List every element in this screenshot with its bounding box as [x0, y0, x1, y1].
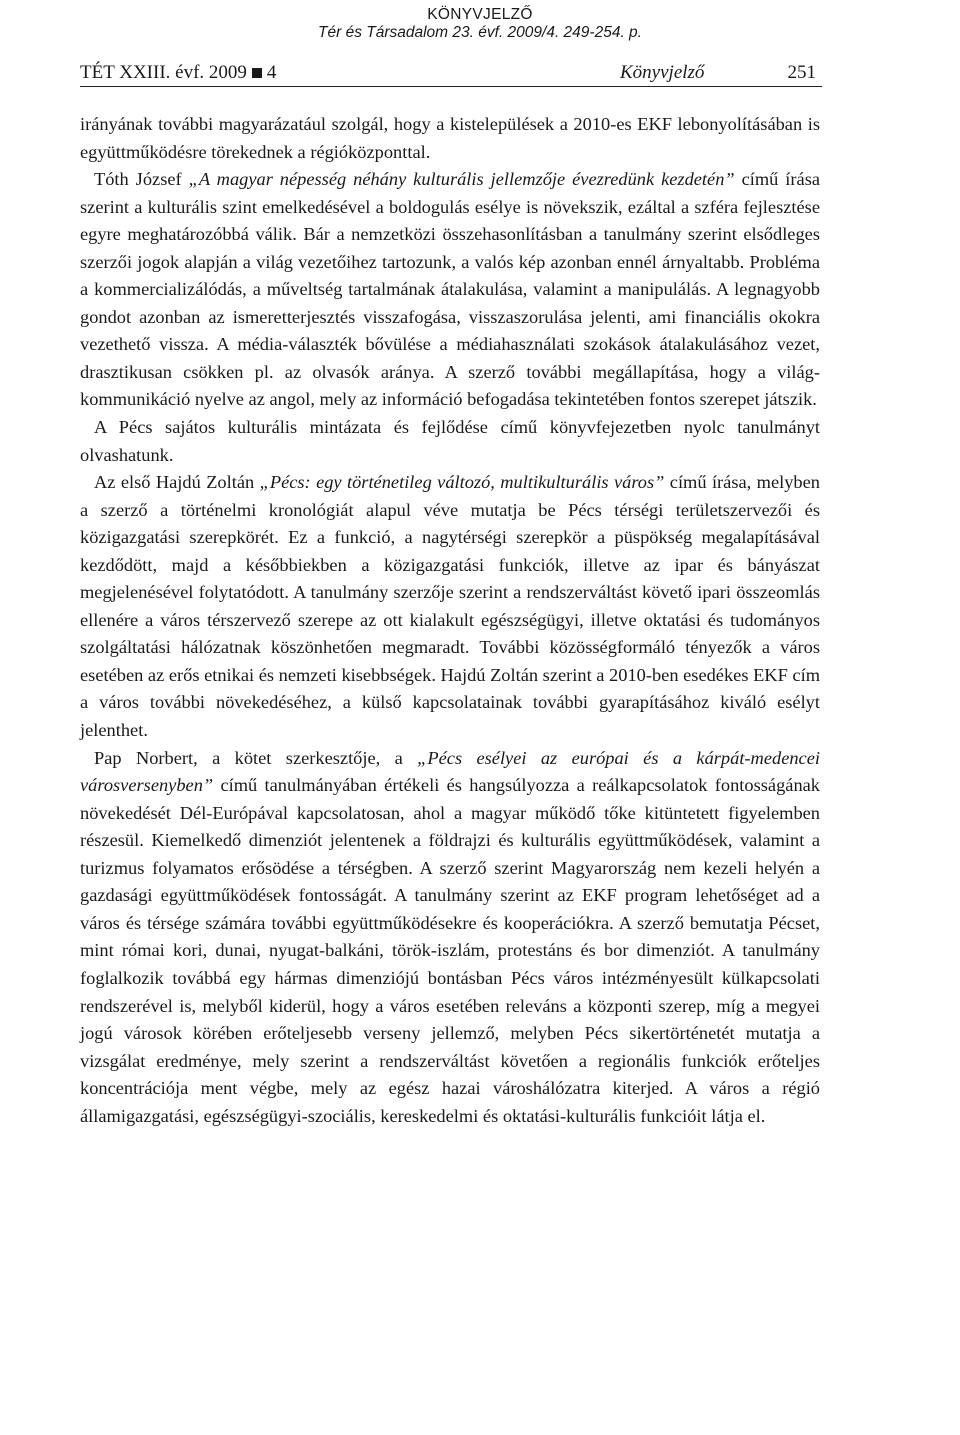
article-body: [80, 111, 820, 1130]
paragraph-continuation: irányának további magyarázatául szolgál, hogy a kistelepülések a 2010-es EKF lebonyolításában is együttműködésre törekednek a régióközponttal.: [80, 114, 820, 162]
paragraph-lead: Pap Norbert, a kötet szerkesztője, a: [94, 747, 418, 768]
paragraph-body: című tanulmányában értékeli és hangsúlyozza a reálkapcsolatok fontosságának növekedését Dél-Európával kapcsolatosan, ahol a magyar működő tőke kitüntetett figyelemben részesül. Kiemelkedő dimenziót jelentenek a földrajzi és kulturális együttműködések, valamint a turizmus folyamatos erősödése a térségben. A szerző szerint Magyarország nem kezeli helyén a gazdasági együttműködések fontosságát. A tanulmány szerint az EKF program lehetőséget ad a város és térsége számára további együttműködésekre és kooperációkra. A szerző bemutatja Pécset, mint római kori, dunai, nyugat-balkáni, török-iszlám, protestáns és bor dimenziót. A tanulmány foglalkozik továbbá egy hármas dimenziójú bontásban Pécs város intézményesült külkapcsolati rendszerével is, melyből kiderül, hogy a város esetében releváns a központi szerep, míg a megyei jogú városok körében erőteljesebb verseny jellemző, melyben Pécs sikertörténetét mutatja a vizsgálat eredménye, mely szerint a rendszerváltást követően a regionális funkciók erőteljes koncentrációja ment végbe, mely az egész hazai városhálózatra kiterjed. A város a régió államigazgatási, egészségügyi-szociális, kereskedelmi és oktatási-kulturális funkcióit látja el.: [80, 775, 820, 1126]
journal-info: [80, 60, 276, 86]
work-title: „Pécs esélyei az európai és a kárpát-medencei városversenyben”: [80, 747, 820, 796]
paragraph-hajdu: [80, 469, 820, 744]
paragraph-body: című írása szerint a kulturális szint emelkedésével a boldogulás esélye is növekszik, ezáltal a szféra fejlesztése egyre meghatározóbbá válik. Bár a nemzetközi összehasonlításban a tanulmány szerint elsődleges szerzői jogok alapján a világ vezetőihez tartozunk, a valós kép azonban ennél árnyaltabb. Probléma a kommercializálódás, a műveltség tartalmának átalakulása, valamint a manipulálás. A legnagyobb gondot azonban az ismeretterjesztés visszafogása, visszaszorulása jelenti, ami financiális okokra vezethető vissza. A média-választék bővülése a médiahasználati szokások átalakulásához vezet, drasztikusan csökken pl. az olvasók aránya. A szerző további megállapítása, hogy a világ-kommunikáció nyelve az angol, mely az információ befogadása tekintetében fontos szerepet játszik.: [80, 169, 821, 410]
paragraph-chapter-intro: A Pécs sajátos kulturális mintázata és fejlődése című könyvfejezetben nyolc tanulmányt olvashatunk.: [80, 417, 820, 465]
section-name: Könyvjelző: [620, 62, 705, 83]
paragraph-lead: Tóth József: [94, 169, 189, 190]
paragraph-pap: [80, 745, 820, 1131]
square-bullet-icon: [252, 68, 262, 78]
source-title: KÖNYVJELZŐ: [427, 6, 533, 23]
source-header: [0, 6, 960, 42]
work-title: „Pécs: egy történetileg változó, multikulturális város”: [259, 472, 665, 493]
running-head: [80, 60, 822, 87]
page-number: 251: [787, 62, 816, 83]
journal-name: TÉT XXIII. évf. 2009: [80, 62, 247, 83]
paragraph-toth: [80, 166, 820, 414]
source-citation: Tér és Társadalom 23. évf. 2009/4. 249-254. p.: [318, 24, 642, 41]
paragraph-lead: Az első Hajdú Zoltán: [94, 472, 260, 493]
paragraph-body: című írása, melyben a szerző a történelmi kronológiát alapul véve mutatja be Pécs térségi területszervezői és közigazgatási szerepkörét. Ez a funkció, a nagytérségi szerepkör a püspökség megalapításával kezdődött, majd a későbbiekben a közigazgatási funkciók, illetve az ipar és bányászat megjelenésével folytatódott. A tanulmány szerzője szerint a rendszerváltást követő ipari összeomlás ellenére a város térszervező szerepe az ott kialakult egészségügyi, illetve oktatási és tudományos szolgáltatási hálózatnak köszönhetően megmaradt. További közösségformáló tényezők a város esetében az erős etnikai és nemzeti kisebbségek. Hajdú Zoltán szerint a 2010-ben esedékes EKF cím a város további növekedéséhez, a külső kapcsolatainak további gyarapításához kiváló esélyt jelenthet.: [80, 472, 820, 741]
work-title: „A magyar népesség néhány kulturális jellemzője évezredünk kezdetén”: [188, 169, 735, 190]
issue-number: 4: [266, 62, 277, 83]
